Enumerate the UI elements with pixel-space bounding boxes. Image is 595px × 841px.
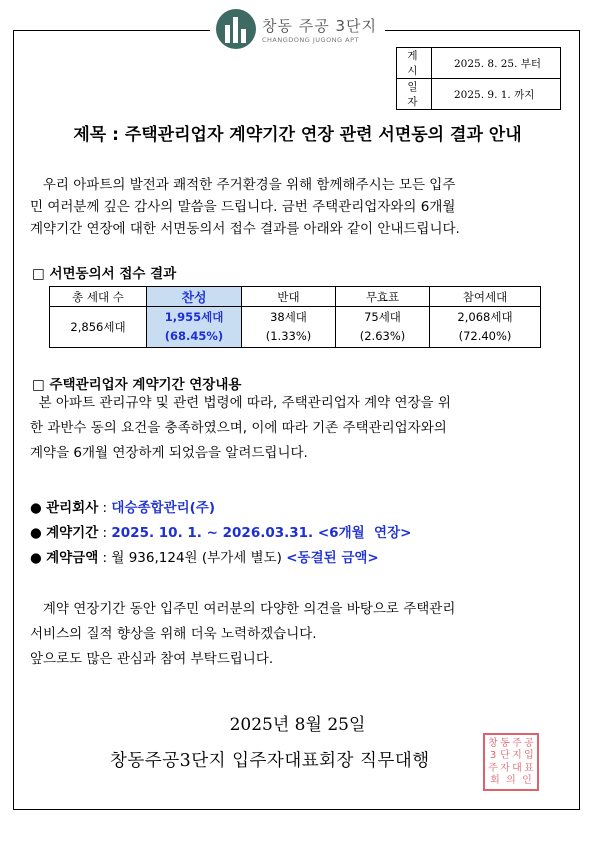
posting-label-2: 일 자 [397,79,432,110]
section2-title: □ 주택관리업자 계약기간 연장내용 [32,377,242,393]
posting-end: 2025. 9. 1. 까지 [432,79,561,110]
participation-count: 2,068세대 [457,310,513,324]
notice-date: 2025년 8월 25일 [229,715,366,735]
seal-glyph: 입 [524,750,534,762]
seal-glyph: 의 [506,775,516,787]
period-value: 2025. 10. 1. ~ 2026.03.31. <6개월 연장> [111,525,412,541]
seal-glyph: 창 [488,737,498,749]
seal-glyph: 지 [512,750,522,762]
seal-glyph: 동 [500,737,510,749]
invalid-pct: (2.63%) [359,329,406,343]
bullet-icon: ● [30,500,42,516]
amount-note: <동결된 금액> [286,550,379,566]
signature-line: 창동주공3단지 입주자대표회장 직무대행 [110,751,430,771]
apartment-logo [210,6,385,52]
intro-line: 우리 아파트의 발전과 쾌적한 주거환경을 위해 함께해주시는 모든 입주 [30,177,456,193]
intro-paragraph [30,174,570,240]
posting-label-1: 게 시 [397,48,432,79]
bullet-icon: ● [30,525,42,541]
header-total: 총 세대 수 [50,287,147,307]
oppose-pct: (1.33%) [265,329,312,343]
seal-glyph: 자 [500,762,510,774]
closing-line: 서비스의 질적 향상을 위해 더욱 노력하겠습니다. [30,626,317,642]
posting-period-table [396,47,561,110]
agree-cell [147,307,242,348]
closing-line: 계약 연장기간 동안 입주민 여러분의 다양한 의견을 바탕으로 주택관리 [30,601,456,617]
seal-glyph: 단 [500,750,510,762]
header-invalid: 무효표 [336,287,430,307]
period-row: ● 계약기간 : 2025. 10. 1. ~ 2026.03.31. <6개월 연장> [30,525,412,541]
seal-glyph: 대 [512,762,522,774]
amount-row: ● 계약금액 : 월 936,124원 (부가세 별도) <동결된 금액> [30,550,379,566]
seal-glyph: 공 [524,737,534,749]
results-table [49,286,541,348]
header-agree: 찬성 [147,287,242,307]
seal-glyph: 주 [512,737,522,749]
seal-glyph: 표 [524,762,534,774]
company-row: ● 관리회사 : 대승종합관리(주) [30,500,216,516]
total-households: 2,856세대 [50,307,147,348]
closing-paragraph [30,597,570,672]
participation-cell [430,307,541,348]
seal-glyph: 3 [489,750,497,762]
participation-pct: (72.40%) [458,329,512,343]
header-participation: 참여세대 [430,287,541,307]
header-oppose: 반대 [242,287,336,307]
bullet-icon: ● [30,550,42,566]
building-icon [216,9,256,49]
company-value: 대승종합관리(주) [111,500,216,516]
logo-name: 창동 주공 3단지 [262,16,378,35]
logo-name-en: CHANGDONG JUGONG APT [262,35,359,44]
company-label: 관리회사 [46,500,99,516]
section2-line: 본 아파트 관리규약 및 관련 법령에 따라, 주택관리업자 계약 연장을 위 [30,395,451,411]
posting-start: 2025. 8. 25. 부터 [432,48,561,79]
agree-count: 1,955세대 [164,310,224,324]
notice-title: 제목 : 주택관리업자 계약기간 연장 관련 서면동의 결과 안내 [73,125,522,145]
amount-label: 계약금액 [46,550,99,566]
agree-pct: (68.45%) [164,329,224,343]
invalid-count: 75세대 [364,310,401,324]
intro-line: 계약기간 연장에 대한 서면동의서 접수 결과를 아래와 같이 안내드립니다. [30,221,460,237]
oppose-cell [242,307,336,348]
invalid-cell [336,307,430,348]
official-seal-icon [483,733,539,791]
period-label: 계약기간 [46,525,99,541]
section2-paragraph [30,391,570,466]
section2-line: 한 과반수 동의 요건을 충족하였으며, 이에 따라 기존 주택관리업자와의 [30,420,447,436]
amount-value: 월 936,124원 (부가세 별도) [111,550,282,566]
closing-line: 앞으로도 많은 관심과 참여 부탁드립니다. [30,651,274,667]
oppose-count: 38세대 [270,310,307,324]
section1-title: □ 서면동의서 접수 결과 [32,266,177,282]
section2-line: 계약을 6개월 연장하게 되었음을 알려드립니다. [30,445,308,461]
seal-glyph: 회 [490,775,500,787]
seal-glyph: 인 [522,775,532,787]
intro-line: 민 여러분께 깊은 감사의 말씀을 드립니다. 금번 주택관리업자와의 6개월 [30,199,456,215]
seal-glyph: 주 [488,762,498,774]
